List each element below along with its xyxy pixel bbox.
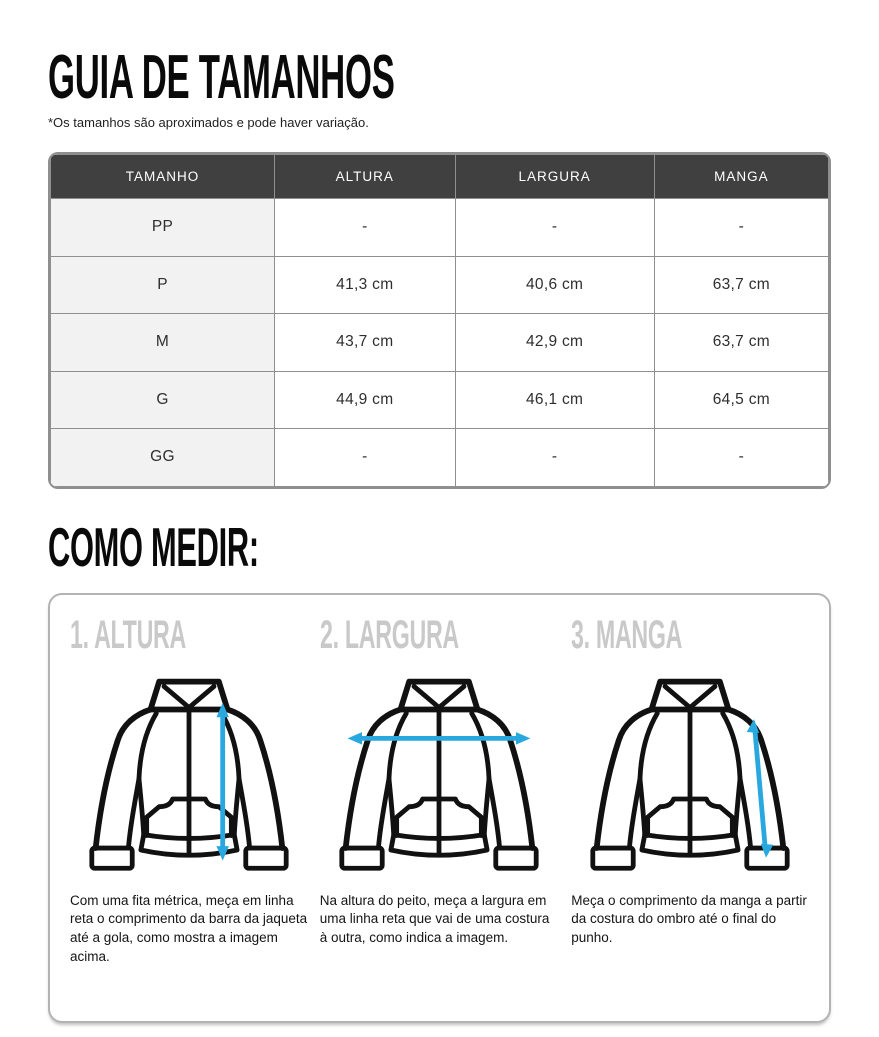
table-row-g <box>51 371 829 429</box>
section-title-como-medir: COMO MEDIR: <box>48 515 259 578</box>
table-cell: - <box>275 199 455 257</box>
table-header-row <box>51 155 829 199</box>
table-cell: 40,6 cm <box>455 256 654 314</box>
step-description-largura: Na altura do peito, meça a largura em uma linha reta que vai de uma costura à outra, como indica a imagem. <box>319 892 550 946</box>
step-description-altura: Com uma fita métrica, meça em linha reta o comprimento da barra da jaqueta até a gola, como mostra a imagem acima. <box>70 892 308 965</box>
table-cell: 44,9 cm <box>275 371 455 429</box>
table-cell: 41,3 cm <box>275 256 455 314</box>
table-cell: - <box>275 429 455 487</box>
column-header-tamanho: TAMANHO <box>51 155 275 199</box>
jacket-manga-figure <box>571 671 809 880</box>
jacket-horizontal-arrow-icon <box>333 671 545 875</box>
size-table-container <box>48 152 831 489</box>
measure-step-largura <box>314 612 565 981</box>
size-label: GG <box>51 429 275 487</box>
step-description-manga: Meça o comprimento da manga a partir da costura do ombro até o final do punho. <box>571 892 807 946</box>
table-row-gg <box>51 429 829 487</box>
jacket-largura-figure <box>320 671 559 880</box>
size-label: G <box>51 371 275 429</box>
size-label: P <box>51 256 275 314</box>
table-cell: - <box>455 199 654 257</box>
measure-step-manga <box>565 612 815 981</box>
jacket-sleeve-arrow-icon <box>584 671 796 875</box>
measure-guide-box <box>48 593 831 1023</box>
table-cell: 43,7 cm <box>275 314 455 372</box>
size-label: M <box>51 314 275 372</box>
page-subtitle: *Os tamanhos são aproximados e pode haver variação. <box>48 115 369 130</box>
column-header-largura: LARGURA <box>455 155 654 199</box>
table-row-m <box>51 314 829 372</box>
table-cell: 42,9 cm <box>455 314 654 372</box>
step-label-manga: 3. MANGA <box>571 612 683 657</box>
step-label-largura: 2. LARGURA <box>319 612 459 657</box>
column-header-manga: MANGA <box>654 155 828 199</box>
table-cell: 63,7 cm <box>654 314 828 372</box>
size-table <box>50 154 829 487</box>
table-cell: 46,1 cm <box>455 371 654 429</box>
table-row-p <box>51 256 829 314</box>
jacket-altura-figure <box>70 671 308 880</box>
table-cell: - <box>654 199 828 257</box>
table-cell: 63,7 cm <box>654 256 828 314</box>
measure-step-altura <box>64 612 314 981</box>
table-row-pp <box>51 199 829 257</box>
column-header-altura: ALTURA <box>275 155 455 199</box>
jacket-vertical-arrow-icon <box>83 671 295 875</box>
table-cell: 64,5 cm <box>654 371 828 429</box>
page-title: GUIA DE TAMANHOS <box>48 43 395 112</box>
size-label: PP <box>51 199 275 257</box>
step-label-altura: 1. ALTURA <box>70 612 186 657</box>
table-cell: - <box>455 429 654 487</box>
table-cell: - <box>654 429 828 487</box>
